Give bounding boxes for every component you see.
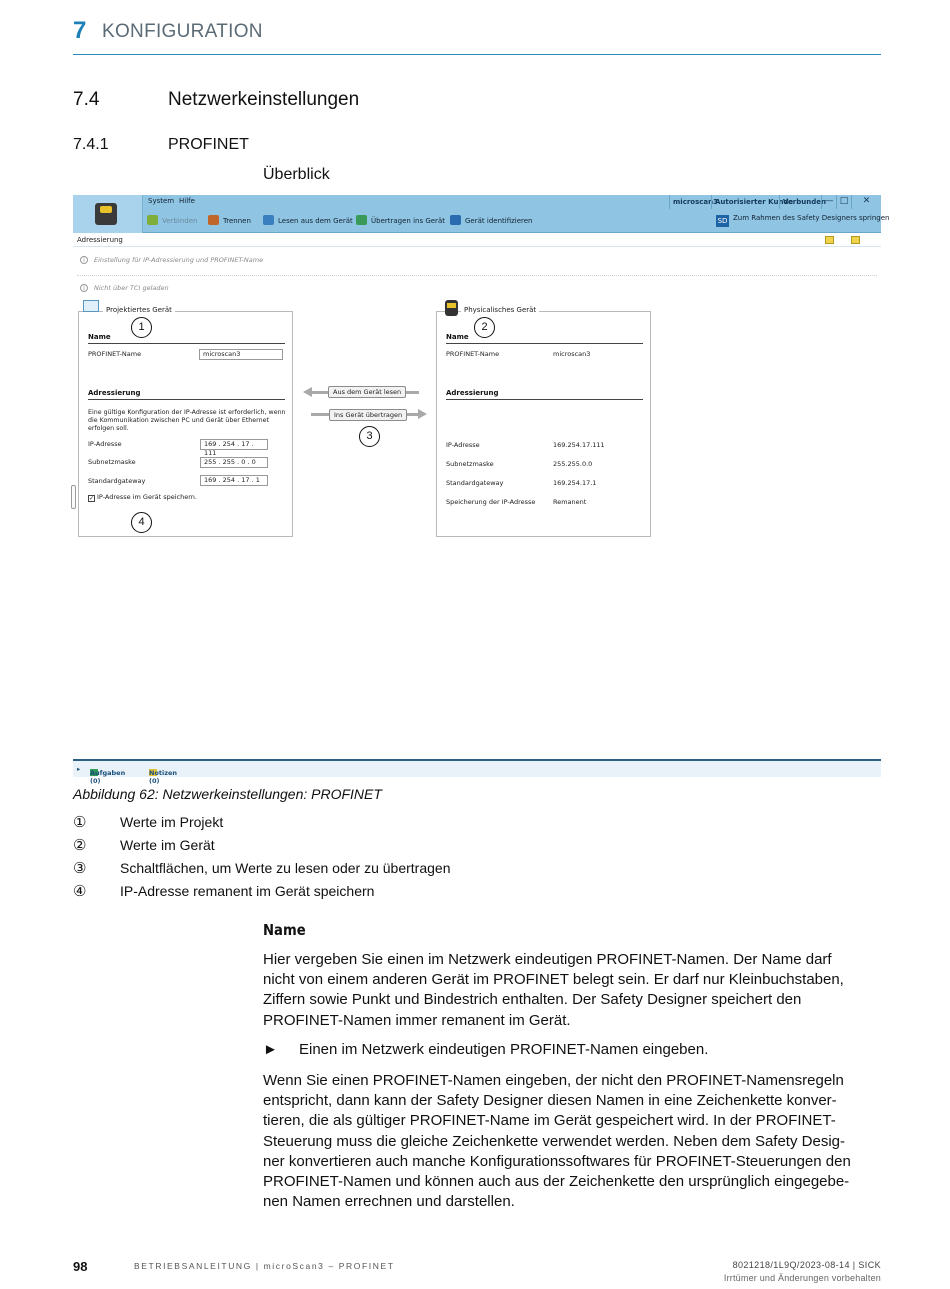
addressing-section-heading: Adressierung xyxy=(88,389,285,400)
maximize-icon[interactable]: □ xyxy=(836,195,851,209)
profinet-name-label: PROFINET-Name xyxy=(446,350,500,358)
legend-text: Schaltflächen, um Werte zu lesen oder zu übertragen xyxy=(120,860,451,876)
menu-help[interactable]: Hilfe xyxy=(179,197,195,205)
ip-address-label: IP-Adresse xyxy=(88,440,122,448)
chapter-number: 7 xyxy=(73,17,87,44)
menu-system[interactable]: System xyxy=(148,197,175,205)
breadcrumb: Adressierung xyxy=(77,236,123,244)
addressing-section-heading: Adressierung xyxy=(446,389,643,400)
subnet-mask-label: Subnetzmaske xyxy=(446,460,494,468)
transfer-to-device-button[interactable]: Übertragen ins Gerät xyxy=(356,215,445,225)
info-icon: i xyxy=(80,256,88,264)
jump-to-frame-button[interactable]: SD Zum Rahmen des Safety Designers springen xyxy=(717,214,890,225)
ip-storage-value: Remanent xyxy=(553,498,587,506)
read-device-icon xyxy=(263,215,274,225)
checkmark-icon: ✓ xyxy=(89,495,95,502)
safety-designer-icon: SD xyxy=(717,217,728,225)
close-icon[interactable]: ✕ xyxy=(851,195,881,209)
legend-number: ③ xyxy=(73,860,87,877)
legend-number: ④ xyxy=(73,883,87,900)
callout-1: 1 xyxy=(131,317,152,338)
connect-icon xyxy=(147,215,158,225)
read-from-device-button[interactable]: Lesen aus dem Gerät xyxy=(263,215,353,225)
transfer-to-device-panel-button[interactable]: Ins Gerät übertragen xyxy=(329,409,407,421)
subnet-mask-input[interactable]: 255 . 255 . 0 . 0 xyxy=(200,457,268,468)
profinet-name-value: microscan3 xyxy=(553,350,591,358)
transfer-device-icon xyxy=(356,215,367,225)
name-section-heading: Name xyxy=(446,333,643,344)
status-device: microscan3 xyxy=(669,195,721,209)
legend-text: Werte im Projekt xyxy=(120,814,224,830)
computer-icon xyxy=(83,300,99,312)
info-line-tci: i Nicht über TCI geladen xyxy=(80,284,169,292)
name-section-heading: Name xyxy=(88,333,285,344)
page-number: 98 xyxy=(73,1259,88,1274)
subnet-mask-value: 255.255.0.0 xyxy=(553,460,593,468)
status-connection: Verbunden xyxy=(779,195,829,209)
addressing-description: Eine gültige Konfiguration der IP-Adresse ist erforderlich, wenn die Kommunikation zwischen PC und Gerät über Ethernet erfolgen soll. xyxy=(88,409,286,432)
app-toolbar xyxy=(73,195,890,233)
chapter-title: KONFIGURATION xyxy=(102,21,263,42)
callout-4: 4 xyxy=(131,512,152,533)
paragraph-2: Wenn Sie einen PROFINET-Namen eingeben, der nicht den PROFINET-Namensregeln entspricht, dann kann der Safety Designer diesen Namen in eine Zeichenkette konver- tieren, die als gültiger PROFINET-Name im Gerät gespeichert wird. In der PROFINET- Steuerung muss die gleiche Zeichenkette verwendet werden. Neben dem Safety Desig- ner konvertieren auch manche Konfigurationssoftwares für PROFINET-Steuerungen den PROFINET-Namen und können auch aus der Zeichenkette den ursprünglich eingegebe- nen Namen errechnen und darstellen. xyxy=(263,1072,851,1211)
gateway-label: Standardgateway xyxy=(88,477,146,485)
page-header xyxy=(73,17,881,55)
scanner-icon xyxy=(445,300,458,316)
subnet-mask-label: Subnetzmaske xyxy=(88,458,136,466)
profinet-name-input[interactable]: microscan3 xyxy=(199,349,283,360)
project-device-panel xyxy=(78,306,293,537)
name-heading: Name xyxy=(263,921,306,939)
expand-icon[interactable]: ▸ xyxy=(77,765,81,773)
document-label: BETRIEBSANLEITUNG | microScan3 – PROFINET xyxy=(134,1261,395,1271)
info-line-addressing: i Einstellung für IP-Adressierung und PROFINET-Name xyxy=(80,256,263,264)
disconnect-button[interactable]: Trennen xyxy=(208,215,251,225)
divider xyxy=(77,275,877,276)
figure-caption: Abbildung 62: Netzwerkeinstellungen: PROFINET xyxy=(73,786,382,802)
identify-device-button[interactable]: Gerät identifizieren xyxy=(450,215,533,225)
bullet-text: Einen im Netzwerk eindeutigen PROFINET-Namen eingeben. xyxy=(299,1041,709,1058)
scanner-icon xyxy=(95,203,117,225)
side-panel-handle[interactable] xyxy=(71,485,76,509)
safety-designer-screenshot xyxy=(73,195,890,785)
legend-number: ② xyxy=(73,837,87,854)
profinet-name-label: PROFINET-Name xyxy=(88,350,142,358)
callout-2: 2 xyxy=(474,317,495,338)
document-id: 8021218/1L9Q/2023-08-14 | SICK xyxy=(732,1260,881,1270)
disclaimer: Irrtümer und Änderungen vorbehalten xyxy=(723,1273,881,1283)
subsection-title: PROFINET xyxy=(168,136,249,153)
note-icon[interactable] xyxy=(825,236,834,244)
ip-storage-label: Speicherung der IP-Adresse xyxy=(446,498,536,506)
panel-title: Physicalisches Gerät xyxy=(461,306,539,314)
subsection-number: 7.4.1 xyxy=(73,136,109,153)
legend-number: ① xyxy=(73,814,87,831)
info-icon: i xyxy=(80,284,88,292)
gateway-input[interactable]: 169 . 254 . 17 . 1 xyxy=(200,475,268,486)
section-number: 7.4 xyxy=(73,89,100,110)
identify-device-icon xyxy=(450,215,461,225)
gateway-label: Standardgateway xyxy=(446,479,504,487)
read-from-device-panel-button[interactable]: Aus dem Gerät lesen xyxy=(328,386,406,398)
status-user-level: Autorisierter Kunde xyxy=(711,195,796,209)
minimize-icon[interactable]: — xyxy=(821,195,836,209)
device-logo xyxy=(73,195,143,233)
ip-address-label: IP-Adresse xyxy=(446,441,480,449)
paragraph-1: Hier vergeben Sie einen im Netzwerk eindeutigen PROFINET-Namen. Der Name darf nicht von einem anderen Gerät im PROFINET belegt sein. Er darf nur Kleinbuchstaben, Ziffern sowie Punkt und Bindestrich enthalten. Der Safety Designer speichert den PROFINET-Namen immer remanent im Gerät. xyxy=(263,951,844,1029)
gateway-value: 169.254.17.1 xyxy=(553,479,597,487)
ip-address-input[interactable]: 169 . 254 . 17 . 111 xyxy=(200,439,268,450)
ip-address-value: 169.254.17.111 xyxy=(553,441,605,449)
store-ip-checkbox[interactable]: ✓ IP-Adresse im Gerät speichern. xyxy=(89,493,197,502)
panel-title: Projektiertes Gerät xyxy=(103,306,175,314)
overview-title: Überblick xyxy=(263,166,330,183)
divider xyxy=(73,246,881,247)
disconnect-icon xyxy=(208,215,219,225)
note-add-icon[interactable] xyxy=(851,236,860,244)
physical-device-panel xyxy=(436,306,651,537)
status-bar: ▸ Aufgaben (0) Notizen (0) xyxy=(73,759,881,777)
section-title: Netzwerkeinstellungen xyxy=(168,89,360,110)
legend-text: IP-Adresse remanent im Gerät speichern xyxy=(120,883,375,899)
callout-3: 3 xyxy=(359,426,380,447)
connect-button[interactable]: Verbinden xyxy=(147,215,197,225)
bullet-marker: ► xyxy=(263,1041,278,1058)
legend-text: Werte im Gerät xyxy=(120,837,215,853)
